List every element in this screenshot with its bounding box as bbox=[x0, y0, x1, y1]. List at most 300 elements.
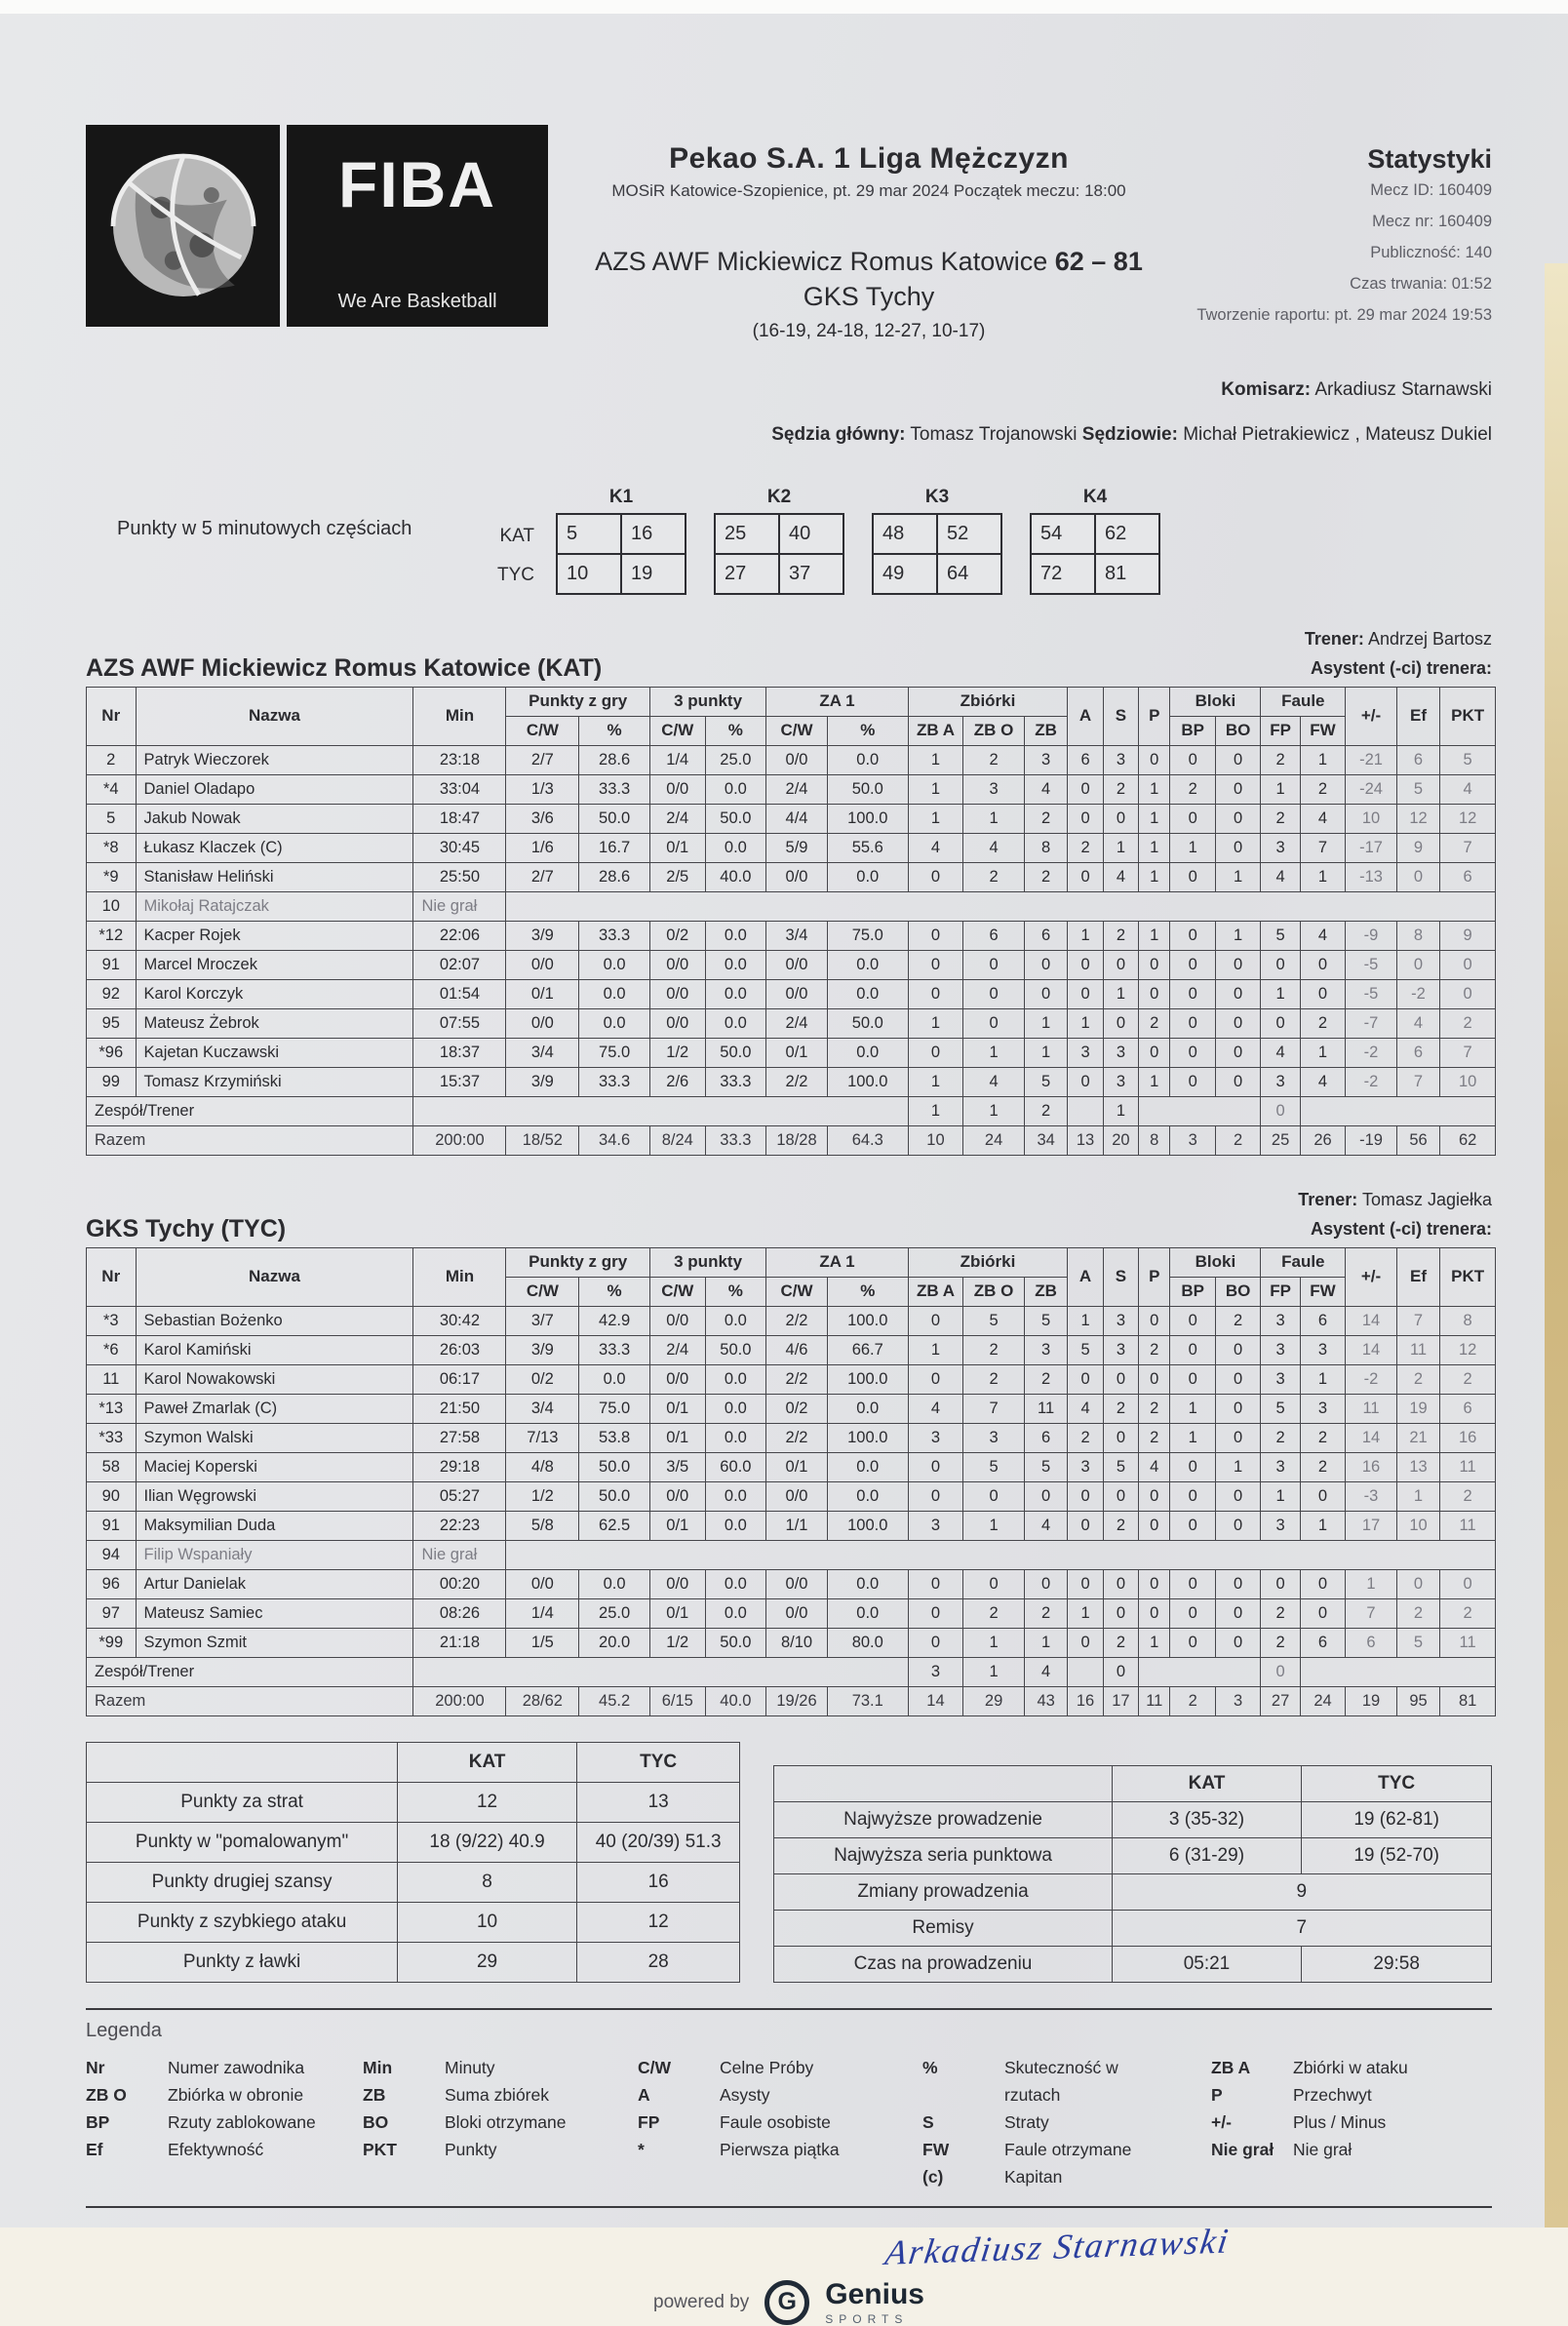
cell bbox=[774, 1765, 1112, 1801]
cell: 0 bbox=[1139, 1511, 1170, 1540]
cell: 49 bbox=[873, 554, 937, 594]
cell: 62.5 bbox=[579, 1511, 650, 1540]
cell: 3/4 bbox=[506, 1038, 579, 1067]
cell: 4 bbox=[1068, 1394, 1103, 1423]
cell: 7 bbox=[1300, 833, 1345, 862]
cell: 50.0 bbox=[705, 804, 766, 833]
cell: 8 bbox=[1024, 833, 1067, 862]
cell: *3 bbox=[87, 1306, 137, 1335]
cell: 45.2 bbox=[579, 1686, 650, 1715]
cell: 0.0 bbox=[827, 1598, 908, 1628]
cell: 11 bbox=[1346, 1394, 1397, 1423]
cell: 0/1 bbox=[766, 1038, 828, 1067]
cell: 29 bbox=[398, 1942, 577, 1982]
cell: 1 bbox=[908, 1096, 963, 1125]
coach-line bbox=[1298, 1185, 1492, 1214]
cell: 50.0 bbox=[705, 1335, 766, 1364]
cell: *6 bbox=[87, 1335, 137, 1364]
cell: 1 bbox=[1024, 1628, 1067, 1657]
legend-abbr: BO bbox=[363, 2111, 389, 2132]
cell: 90 bbox=[87, 1481, 137, 1511]
col-name: Nazwa bbox=[136, 687, 413, 745]
cell: 3 bbox=[1261, 1306, 1300, 1335]
cell: 3 bbox=[1261, 1335, 1300, 1364]
cell: 2 bbox=[1170, 1686, 1215, 1715]
cell: Łukasz Klaczek (C) bbox=[136, 833, 413, 862]
cell: 3 bbox=[963, 774, 1025, 804]
legend-entry bbox=[1211, 2054, 1408, 2081]
cell: 6 bbox=[1440, 1394, 1496, 1423]
table-row bbox=[87, 979, 1496, 1008]
cell: 0 bbox=[1215, 1335, 1260, 1364]
legend-abbr: % bbox=[922, 2057, 938, 2077]
team2-rows bbox=[87, 1306, 1496, 1715]
brand-name: Genius bbox=[825, 2277, 924, 2310]
cell: 2/4 bbox=[649, 804, 705, 833]
cell: 0 bbox=[908, 862, 963, 891]
cell: Patryk Wieczorek bbox=[136, 745, 413, 774]
quarter-table bbox=[872, 513, 1002, 595]
cell: Punkty za strat bbox=[87, 1782, 398, 1822]
cell: 07:55 bbox=[413, 1008, 506, 1038]
cell: 0 bbox=[963, 1481, 1025, 1511]
cell: 2 bbox=[1139, 1394, 1170, 1423]
points-comparison-table bbox=[86, 1742, 740, 1983]
cell: 00:20 bbox=[413, 1569, 506, 1598]
legend-entry bbox=[86, 2081, 330, 2109]
team2-title: GKS Tychy (TYC) bbox=[86, 1214, 287, 1242]
cell: 3 bbox=[1261, 833, 1300, 862]
cell: 0 bbox=[1215, 1008, 1260, 1038]
cell: 0 bbox=[963, 1008, 1025, 1038]
commissioner-signature: Arkadiusz Starnawski bbox=[882, 2221, 1233, 2272]
cell: 21:18 bbox=[413, 1628, 506, 1657]
cell: 2 bbox=[963, 745, 1025, 774]
cell: 8 bbox=[1139, 1125, 1170, 1155]
col-plusminus: +/- bbox=[1346, 1247, 1397, 1306]
quarter-label: K4 bbox=[1082, 486, 1108, 507]
cell: 0 bbox=[1261, 1008, 1300, 1038]
col-bp: BP bbox=[1170, 716, 1215, 745]
cell: 1 bbox=[1139, 862, 1170, 891]
cell: 91 bbox=[87, 950, 137, 979]
cell: 0/2 bbox=[649, 921, 705, 950]
cell: 5 bbox=[1396, 1628, 1439, 1657]
cell: 0.0 bbox=[579, 1008, 650, 1038]
cell: 0 bbox=[1215, 1481, 1260, 1511]
cell: 0 bbox=[1300, 1569, 1345, 1598]
cell: 75.0 bbox=[579, 1038, 650, 1067]
cell: 0 bbox=[963, 950, 1025, 979]
cell: 1 bbox=[1139, 1067, 1170, 1096]
cell: 50.0 bbox=[579, 804, 650, 833]
cell: 21 bbox=[1396, 1423, 1439, 1452]
cell: 0.0 bbox=[827, 1394, 908, 1423]
col-pct: % bbox=[827, 716, 908, 745]
legend-abbr: ZB O bbox=[86, 2084, 127, 2105]
cell: 1 bbox=[1139, 774, 1170, 804]
table-row bbox=[774, 1837, 1492, 1873]
cell bbox=[87, 1742, 398, 1782]
cell: 30:45 bbox=[413, 833, 506, 862]
team1-stats-table bbox=[86, 687, 1496, 1156]
quarter-table bbox=[1030, 513, 1160, 595]
table-row bbox=[87, 1686, 1496, 1715]
cell: Najwyższe prowadzenie bbox=[774, 1801, 1112, 1837]
cell: 7 bbox=[1396, 1306, 1439, 1335]
cell: 40 (20/39) 51.3 bbox=[576, 1822, 739, 1862]
cell: 1 bbox=[1139, 1628, 1170, 1657]
cell: 0 bbox=[1170, 1511, 1215, 1540]
cell: 4 bbox=[908, 833, 963, 862]
cell: 33:04 bbox=[413, 774, 506, 804]
cell: 2 bbox=[1170, 774, 1215, 804]
stats-table-head bbox=[87, 1247, 1496, 1306]
cell: 99 bbox=[87, 1067, 137, 1096]
cell: 5 bbox=[1261, 1394, 1300, 1423]
cell: 10 bbox=[908, 1125, 963, 1155]
cell: KAT bbox=[1112, 1765, 1302, 1801]
cell: KAT bbox=[398, 1742, 577, 1782]
cell: 1 bbox=[1170, 1423, 1215, 1452]
cell: 5 bbox=[963, 1452, 1025, 1481]
fiba-wordmark: FIBA bbox=[338, 148, 496, 220]
cell: 0/0 bbox=[649, 979, 705, 1008]
cell: 34.6 bbox=[579, 1125, 650, 1155]
cell: 0 bbox=[1440, 979, 1496, 1008]
cell: 73.1 bbox=[827, 1686, 908, 1715]
cell: 0 bbox=[1068, 1628, 1103, 1657]
col-fieldgoals: Punkty z gry bbox=[506, 687, 650, 716]
table-row bbox=[87, 1008, 1496, 1038]
cell: 16 bbox=[576, 1862, 739, 1902]
cell: 0 bbox=[1215, 1394, 1260, 1423]
cell: TYC bbox=[576, 1742, 739, 1782]
cell: 2 bbox=[1103, 774, 1138, 804]
cell: 0 bbox=[1139, 1038, 1170, 1067]
cell: 0 bbox=[1215, 774, 1260, 804]
cell: 0 bbox=[1139, 979, 1170, 1008]
cell: 0 bbox=[1170, 1598, 1215, 1628]
cell: 5 bbox=[557, 514, 621, 554]
cell: 1 bbox=[1261, 979, 1300, 1008]
cell: 0 bbox=[908, 1481, 963, 1511]
legend-definition: Punkty bbox=[445, 2139, 497, 2159]
cell: 3 bbox=[1103, 1067, 1138, 1096]
team2-header bbox=[86, 1185, 1492, 1243]
cell: 5/9 bbox=[766, 833, 828, 862]
cell: 3/5 bbox=[649, 1452, 705, 1481]
cell: 25 bbox=[1261, 1125, 1300, 1155]
cell: 0/0 bbox=[649, 1364, 705, 1394]
cell: 28.6 bbox=[579, 862, 650, 891]
cell: 0 bbox=[1024, 1569, 1067, 1598]
cell bbox=[506, 1540, 1496, 1569]
cell: 2/6 bbox=[649, 1067, 705, 1096]
cell: 2 bbox=[1139, 1335, 1170, 1364]
cell: -7 bbox=[1346, 1008, 1397, 1038]
cell: 2 bbox=[1103, 1628, 1138, 1657]
cell: 19 bbox=[1346, 1686, 1397, 1715]
legend-abbr: S bbox=[922, 2111, 934, 2132]
cell: 3 bbox=[908, 1423, 963, 1452]
table-row bbox=[87, 1628, 1496, 1657]
table-row bbox=[87, 1822, 740, 1862]
cell: 0 bbox=[1215, 804, 1260, 833]
cell: 1 bbox=[1139, 804, 1170, 833]
cell: TYC bbox=[1302, 1765, 1492, 1801]
col-fouls: Faule bbox=[1261, 1247, 1346, 1277]
legend-definition: Faule osobiste bbox=[720, 2111, 831, 2132]
col-zba: ZB A bbox=[908, 1277, 963, 1306]
cell: 08:26 bbox=[413, 1598, 506, 1628]
cell: 05:27 bbox=[413, 1481, 506, 1511]
cell: 100.0 bbox=[827, 1511, 908, 1540]
cell: 2 bbox=[1300, 1452, 1345, 1481]
legend-abbr: BP bbox=[86, 2111, 110, 2132]
cell: 29 bbox=[963, 1686, 1025, 1715]
cell: 66.7 bbox=[827, 1335, 908, 1364]
cell: 3/9 bbox=[506, 1335, 579, 1364]
quarter-k2 bbox=[714, 487, 844, 595]
cell: 6 bbox=[1396, 1038, 1439, 1067]
cell: 100.0 bbox=[827, 1067, 908, 1096]
cell bbox=[1139, 1096, 1261, 1125]
cell: 0 bbox=[1024, 950, 1067, 979]
cell: 4 bbox=[1396, 1008, 1439, 1038]
cell: 91 bbox=[87, 1511, 137, 1540]
cell: 1 bbox=[1261, 1481, 1300, 1511]
cell: 30:42 bbox=[413, 1306, 506, 1335]
cell: 2 bbox=[1103, 921, 1138, 950]
cell: 34 bbox=[1024, 1125, 1067, 1155]
cell: 16.7 bbox=[579, 833, 650, 862]
cell: 0.0 bbox=[705, 950, 766, 979]
cell: Zespół/Trener bbox=[87, 1096, 413, 1125]
cell: 4 bbox=[1024, 1657, 1067, 1686]
away-team-name: GKS Tychy bbox=[803, 282, 935, 312]
cell: 3 bbox=[1170, 1125, 1215, 1155]
legend-definition: Bloki otrzymane bbox=[445, 2111, 567, 2132]
cell: 5 bbox=[1396, 774, 1439, 804]
cell: Remisy bbox=[774, 1910, 1112, 1946]
cell: 2 bbox=[963, 862, 1025, 891]
legend-column bbox=[922, 2054, 1178, 2190]
cell: 1 bbox=[1300, 1038, 1345, 1067]
cell: 2 bbox=[963, 1598, 1025, 1628]
team1-coaches bbox=[1305, 624, 1492, 683]
cell: 0.0 bbox=[827, 950, 908, 979]
col-freethrows: ZA 1 bbox=[766, 687, 908, 716]
cell: 96 bbox=[87, 1569, 137, 1598]
col-assists: A bbox=[1068, 687, 1103, 745]
cell: 6 bbox=[963, 921, 1025, 950]
col-fieldgoals: Punkty z gry bbox=[506, 1247, 650, 1277]
stats-title: Statystyki bbox=[1367, 144, 1492, 174]
quarter-k1 bbox=[556, 487, 686, 595]
cell: *33 bbox=[87, 1423, 137, 1452]
cell: 27:58 bbox=[413, 1423, 506, 1452]
cell: 9 bbox=[1396, 833, 1439, 862]
cell: 0 bbox=[1103, 1657, 1138, 1686]
cell: 40.0 bbox=[705, 862, 766, 891]
cell: 29:58 bbox=[1302, 1946, 1492, 1982]
cell: 1/4 bbox=[506, 1598, 579, 1628]
match-nr: Mecz nr: 160409 bbox=[1372, 213, 1492, 230]
col-pct: % bbox=[705, 1277, 766, 1306]
cell: 1/1 bbox=[766, 1511, 828, 1540]
match-title-block bbox=[548, 125, 1190, 342]
table-row bbox=[87, 1364, 1496, 1394]
col-nr: Nr bbox=[87, 1247, 137, 1306]
legend-definition: Zbiórka w obronie bbox=[168, 2084, 304, 2105]
cell: Karol Nowakowski bbox=[136, 1364, 413, 1394]
cell: 19 (52-70) bbox=[1302, 1837, 1492, 1873]
cell: 0 bbox=[1300, 979, 1345, 1008]
col-min: Min bbox=[413, 1247, 506, 1306]
cell: 25 bbox=[715, 514, 779, 554]
col-zb: ZB bbox=[1024, 716, 1067, 745]
team1-header bbox=[86, 624, 1492, 683]
cell: 53.8 bbox=[579, 1423, 650, 1452]
cell: 0.0 bbox=[705, 1423, 766, 1452]
cell: -13 bbox=[1346, 862, 1397, 891]
cell: 8 bbox=[1440, 1306, 1496, 1335]
cell: Ilian Węgrowski bbox=[136, 1481, 413, 1511]
cell: 1 bbox=[1300, 862, 1345, 891]
cell: 0 bbox=[1215, 745, 1260, 774]
legend-abbr: P bbox=[1211, 2084, 1223, 2105]
cell: *96 bbox=[87, 1038, 137, 1067]
cell: 3/9 bbox=[506, 921, 579, 950]
team2-stats-table bbox=[86, 1247, 1496, 1716]
cell: Maksymilian Duda bbox=[136, 1511, 413, 1540]
cell: Najwyższa seria punktowa bbox=[774, 1837, 1112, 1873]
cell: 5 bbox=[1261, 921, 1300, 950]
cell: 11 bbox=[87, 1364, 137, 1394]
cell: 13 bbox=[576, 1782, 739, 1822]
legend-definition: Zbiórki w ataku bbox=[1293, 2057, 1408, 2077]
cell: 60.0 bbox=[705, 1452, 766, 1481]
referees-label: Sędziowie: bbox=[1081, 423, 1178, 445]
cell: 0.0 bbox=[827, 1038, 908, 1067]
table-row bbox=[87, 891, 1496, 921]
cell: 0 bbox=[908, 1452, 963, 1481]
cell: 01:54 bbox=[413, 979, 506, 1008]
cell: 3 bbox=[1261, 1511, 1300, 1540]
commissioner-line bbox=[86, 368, 1492, 413]
cell: 55.6 bbox=[827, 833, 908, 862]
cell: 28 bbox=[576, 1942, 739, 1982]
cell: 27 bbox=[715, 554, 779, 594]
cell: 3 bbox=[1261, 1067, 1300, 1096]
cell: 33.3 bbox=[579, 774, 650, 804]
cell: 0 bbox=[1170, 862, 1215, 891]
cell: Nie grał bbox=[413, 891, 506, 921]
cell: 3 bbox=[1024, 745, 1067, 774]
cell: 10 bbox=[1396, 1511, 1439, 1540]
cell: 0/0 bbox=[649, 1481, 705, 1511]
table-row bbox=[87, 1038, 1496, 1067]
col-efficiency: Ef bbox=[1396, 687, 1439, 745]
cell: 33.3 bbox=[705, 1125, 766, 1155]
cell: 25.0 bbox=[579, 1598, 650, 1628]
cell: 7 bbox=[1396, 1067, 1439, 1096]
cell: 5 bbox=[963, 1306, 1025, 1335]
cell: 2 bbox=[1261, 1423, 1300, 1452]
cell: 16 bbox=[1440, 1423, 1496, 1452]
comparison-tables bbox=[86, 1742, 1492, 1983]
cell: 40 bbox=[779, 514, 843, 554]
col-cw: C/W bbox=[649, 716, 705, 745]
cell: 0 bbox=[1170, 979, 1215, 1008]
cell: 5 bbox=[1068, 1335, 1103, 1364]
cell: 33.3 bbox=[579, 1335, 650, 1364]
cell: 2 bbox=[963, 1335, 1025, 1364]
legend-entry bbox=[638, 2054, 889, 2081]
quarter-table bbox=[714, 513, 844, 595]
cell: 97 bbox=[87, 1598, 137, 1628]
cell: 2 bbox=[1024, 1096, 1067, 1125]
team2-coaches bbox=[1298, 1185, 1492, 1243]
cell: 12 bbox=[398, 1782, 577, 1822]
cell: 15:37 bbox=[413, 1067, 506, 1096]
cell: 12 bbox=[1396, 804, 1439, 833]
cell: 0 bbox=[1068, 1511, 1103, 1540]
col-threes: 3 punkty bbox=[649, 1247, 765, 1277]
cell: Punkty w "pomalowanym" bbox=[87, 1822, 398, 1862]
cell: 2 bbox=[1103, 1394, 1138, 1423]
cell: 1 bbox=[1215, 1452, 1260, 1481]
cell: 8 bbox=[398, 1862, 577, 1902]
cell: 0 bbox=[963, 979, 1025, 1008]
cell: 0 bbox=[1103, 1598, 1138, 1628]
cell: 22:23 bbox=[413, 1511, 506, 1540]
cell bbox=[1068, 1657, 1103, 1686]
cell: 4/8 bbox=[506, 1452, 579, 1481]
legend-entry bbox=[363, 2081, 605, 2109]
cell: 0 bbox=[1170, 950, 1215, 979]
cell: 0/0 bbox=[649, 1306, 705, 1335]
cell: 6 bbox=[1024, 1423, 1067, 1452]
cell: 0/0 bbox=[506, 950, 579, 979]
col-pct: % bbox=[827, 1277, 908, 1306]
table-row bbox=[87, 921, 1496, 950]
cell: Kacper Rojek bbox=[136, 921, 413, 950]
cell: 2 bbox=[1139, 1423, 1170, 1452]
cell: 0.0 bbox=[705, 979, 766, 1008]
cell: -5 bbox=[1346, 950, 1397, 979]
cell bbox=[1300, 1096, 1495, 1125]
legend-title: Legenda bbox=[86, 2019, 162, 2041]
cell: 1 bbox=[1024, 1008, 1067, 1038]
cell: Zespół/Trener bbox=[87, 1657, 413, 1686]
cell: 2 bbox=[1440, 1008, 1496, 1038]
cell: 27 bbox=[1261, 1686, 1300, 1715]
cell: 0.0 bbox=[705, 1511, 766, 1540]
cell: 0.0 bbox=[705, 1306, 766, 1335]
col-efficiency: Ef bbox=[1396, 1247, 1439, 1306]
cell: 7 bbox=[1440, 1038, 1496, 1067]
coach-label: Trener: bbox=[1304, 628, 1364, 649]
cell: 2 bbox=[1300, 1423, 1345, 1452]
cell: 0 bbox=[908, 1628, 963, 1657]
cell: 1/6 bbox=[506, 833, 579, 862]
cell: Karol Korczyk bbox=[136, 979, 413, 1008]
cell: 40.0 bbox=[705, 1686, 766, 1715]
cell: 10 bbox=[557, 554, 621, 594]
cell: 10 bbox=[398, 1902, 577, 1942]
